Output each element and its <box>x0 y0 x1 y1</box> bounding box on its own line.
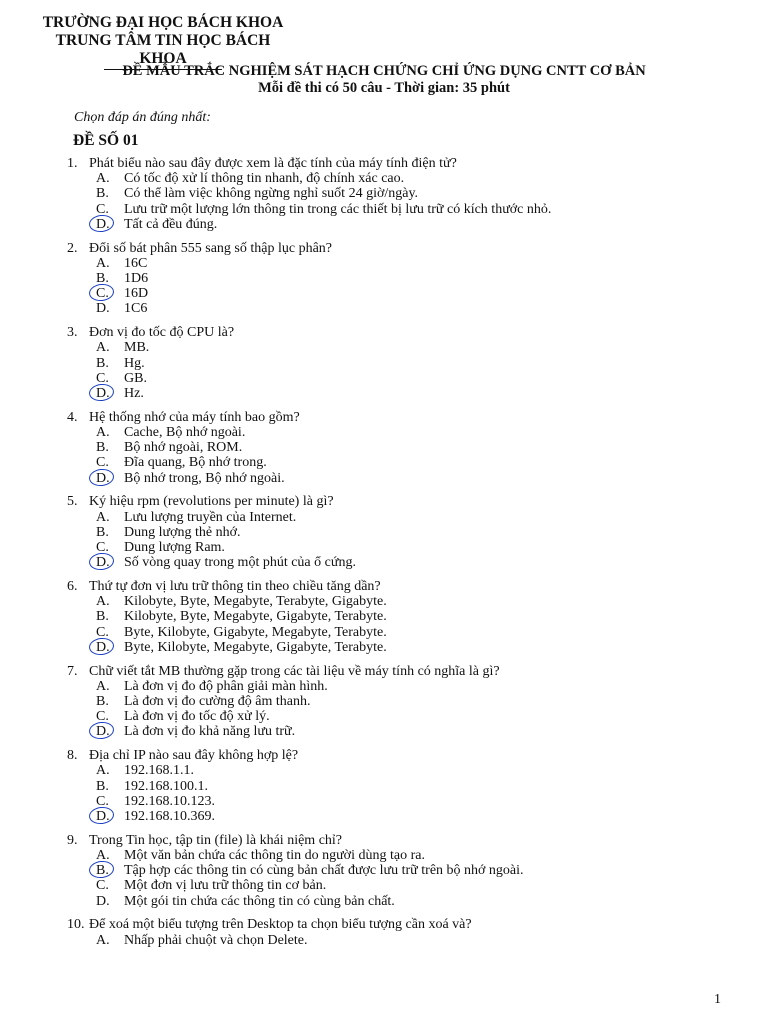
option-letter <box>96 510 124 525</box>
option-letter <box>96 878 124 893</box>
question-list <box>67 156 747 956</box>
answer-option <box>67 386 747 401</box>
option-letter <box>96 694 124 709</box>
option-text: Một gói tin chứa các thông tin có cùng bản chất. <box>124 893 395 909</box>
question-stem <box>67 325 747 340</box>
question-text: Đơn vị đo tốc độ CPU là? <box>89 325 235 341</box>
option-letter-text: D. <box>96 639 110 655</box>
option-letter <box>96 356 124 371</box>
option-letter-text: C. <box>96 709 109 725</box>
answer-circle-mark <box>88 214 115 234</box>
option-letter <box>96 640 124 655</box>
option-letter <box>96 425 124 440</box>
option-text: Là đơn vị đo độ phân giải màn hình. <box>124 678 328 694</box>
school-name: TRƯỜNG ĐẠI HỌC BÁCH KHOA <box>42 14 284 31</box>
answer-option <box>67 640 747 655</box>
option-letter <box>96 809 124 824</box>
answer-option <box>67 863 747 878</box>
option-text: 192.168.10.369. <box>124 809 215 825</box>
option-text: Dung lượng thẻ nhớ. <box>124 524 241 540</box>
answer-option <box>67 709 747 724</box>
option-letter <box>96 779 124 794</box>
option-text: Byte, Kilobyte, Gigabyte, Megabyte, Terabyte. <box>124 624 387 640</box>
question-item <box>67 833 747 909</box>
option-text: Bộ nhớ ngoài, ROM. <box>124 440 243 456</box>
option-letter-text: C. <box>96 878 109 894</box>
answer-option <box>67 694 747 709</box>
center-name: TRUNG TÂM TIN HỌC BÁCH KHOA <box>55 32 271 67</box>
option-letter-text: D. <box>96 216 110 232</box>
answer-option <box>67 878 747 893</box>
answer-option <box>67 256 747 271</box>
answer-option <box>67 340 747 355</box>
option-letter-text: A. <box>96 340 110 356</box>
question-number: 8. <box>67 748 78 764</box>
answer-option <box>67 202 747 217</box>
option-letter-text: C. <box>96 455 109 471</box>
option-letter <box>96 525 124 540</box>
question-text: Địa chỉ IP nào sau đây không hợp lệ? <box>89 748 299 764</box>
answer-circle-mark <box>88 721 115 741</box>
option-letter-text: C. <box>96 540 109 556</box>
option-letter-text: B. <box>96 186 109 202</box>
option-letter <box>96 679 124 694</box>
question-text: Trong Tin học, tập tin (file) là khái niệm chỉ? <box>89 832 343 848</box>
answer-circle-mark <box>88 467 115 487</box>
question-item <box>67 494 747 570</box>
question-number: 10. <box>67 917 85 933</box>
option-letter <box>96 863 124 878</box>
option-text: Nhấp phải chuột và chọn Delete. <box>124 932 308 948</box>
option-letter-text: D. <box>96 386 110 402</box>
question-number: 9. <box>67 832 78 848</box>
question-item <box>67 325 747 401</box>
question-text: Hệ thống nhớ của máy tính bao gồm? <box>89 409 300 425</box>
answer-option <box>67 356 747 371</box>
answer-option <box>67 848 747 863</box>
option-letter-text: B. <box>96 355 109 371</box>
question-item <box>67 664 747 740</box>
option-text: 192.168.10.123. <box>124 793 215 809</box>
option-text: Bộ nhớ trong, Bộ nhớ ngoài. <box>124 470 285 486</box>
question-item <box>67 748 747 824</box>
option-letter-text: A. <box>96 171 110 187</box>
answer-option <box>67 763 747 778</box>
option-text: Lưu lượng truyền của Internet. <box>124 509 297 525</box>
question-item <box>67 241 747 317</box>
answer-option <box>67 809 747 824</box>
option-letter-text: C. <box>96 201 109 217</box>
answer-option <box>67 171 747 186</box>
question-item <box>67 917 747 947</box>
answer-option <box>67 594 747 609</box>
exam-subtitle: Mỗi đề thi có 50 câu - Thời gian: 35 phút <box>258 80 510 96</box>
option-letter-text: A. <box>96 763 110 779</box>
question-text: Thứ tự đơn vị lưu trữ thông tin theo chiều tăng dần? <box>89 579 381 595</box>
page-number: 1 <box>714 992 721 1007</box>
answer-option <box>67 525 747 540</box>
option-text: Có thể làm việc không ngừng nghỉ suốt 24 giờ/ngày. <box>124 186 419 202</box>
question-text: Ký hiệu rpm (revolutions per minute) là gì? <box>89 494 334 510</box>
answer-option <box>67 455 747 470</box>
option-letter-text: D. <box>96 893 110 909</box>
option-letter <box>96 471 124 486</box>
option-letter-text: C. <box>96 624 109 640</box>
exam-number: ĐỀ SỐ 01 <box>73 132 139 149</box>
exam-title: ĐỀ MẪU TRẮC NGHIỆM SÁT HẠCH CHỨNG CHỈ ỨNG DỤNG CNTT CƠ BẢN <box>122 63 646 79</box>
answer-option <box>67 933 747 948</box>
option-letter <box>96 555 124 570</box>
option-letter-text: B. <box>96 694 109 710</box>
answer-option <box>67 540 747 555</box>
option-text: Hg. <box>124 355 145 371</box>
option-letter-text: A. <box>96 678 110 694</box>
option-letter-text: D. <box>96 809 110 825</box>
option-letter-text: C. <box>96 370 109 386</box>
question-number: 5. <box>67 494 78 510</box>
answer-option <box>67 779 747 794</box>
option-text: Tập hợp các thông tin có cùng bản chất được lưu trữ trên bộ nhớ ngoài. <box>124 863 524 879</box>
question-item <box>67 156 747 232</box>
answer-option <box>67 425 747 440</box>
answer-option <box>67 301 747 316</box>
option-letter-text: A. <box>96 255 110 271</box>
answer-option <box>67 217 747 232</box>
answer-circle-mark <box>88 637 115 657</box>
question-text: Chữ viết tắt MB thường gặp trong các tài liệu về máy tính có nghĩa là gì? <box>89 663 500 679</box>
option-letter-text: D. <box>96 724 110 740</box>
option-text: Một văn bản chứa các thông tin do người dùng tạo ra. <box>124 848 425 864</box>
option-text: Kilobyte, Byte, Megabyte, Gigabyte, Terabyte. <box>124 609 387 625</box>
option-text: 192.168.1.1. <box>124 763 194 779</box>
option-text: 1D6 <box>124 271 149 287</box>
option-text: GB. <box>124 370 147 386</box>
option-text: 192.168.100.1. <box>124 778 208 794</box>
option-text: 16C <box>124 255 148 271</box>
answer-option <box>67 625 747 640</box>
option-letter <box>96 386 124 401</box>
option-letter-text: B. <box>96 778 109 794</box>
option-letter <box>96 256 124 271</box>
option-letter-text: A. <box>96 848 110 864</box>
answer-circle-mark <box>88 383 115 403</box>
answer-option <box>67 286 747 301</box>
question-stem <box>67 156 747 171</box>
option-text: Byte, Kilobyte, Megabyte, Gigabyte, Terabyte. <box>124 639 387 655</box>
question-number: 1. <box>67 156 78 171</box>
question-stem <box>67 748 747 763</box>
option-letter-text: A. <box>96 509 110 525</box>
answer-option <box>67 371 747 386</box>
answer-option <box>67 679 747 694</box>
option-text: Số vòng quay trong một phút của ổ cứng. <box>124 555 356 571</box>
answer-option <box>67 510 747 525</box>
option-letter <box>96 933 124 948</box>
option-text: 1C6 <box>124 301 148 317</box>
option-letter-text: C. <box>96 286 109 302</box>
question-stem <box>67 833 747 848</box>
option-letter-text: D. <box>96 470 110 486</box>
answer-option <box>67 794 747 809</box>
option-text: Là đơn vị đo cường độ âm thanh. <box>124 694 311 710</box>
answer-circle-mark <box>88 283 115 303</box>
answer-option <box>67 609 747 624</box>
question-stem <box>67 579 747 594</box>
option-text: Là đơn vị đo tốc độ xử lý. <box>124 709 270 725</box>
answer-option <box>67 724 747 739</box>
option-text: Cache, Bộ nhớ ngoài. <box>124 425 246 441</box>
option-text: Tất cả đều đúng. <box>124 216 218 232</box>
option-letter-text: D. <box>96 301 110 317</box>
question-stem <box>67 410 747 425</box>
question-stem <box>67 664 747 679</box>
option-letter <box>96 763 124 778</box>
question-number: 7. <box>67 663 78 679</box>
option-text: Có tốc độ xử lí thông tin nhanh, độ chính xác cao. <box>124 171 405 187</box>
option-text: MB. <box>124 340 150 356</box>
option-letter <box>96 609 124 624</box>
option-letter-text: D. <box>96 555 110 571</box>
option-letter <box>96 440 124 455</box>
question-stem <box>67 917 747 932</box>
option-text: Hz. <box>124 386 144 402</box>
option-letter-text: A. <box>96 932 110 948</box>
option-text: Dung lượng Ram. <box>124 540 225 556</box>
option-letter-text: B. <box>96 863 109 879</box>
option-letter-text: B. <box>96 440 109 456</box>
option-text: 16D <box>124 286 149 302</box>
option-letter <box>96 340 124 355</box>
option-text: Là đơn vị đo khả năng lưu trữ. <box>124 724 296 740</box>
answer-option <box>67 894 747 909</box>
option-letter <box>96 171 124 186</box>
option-letter-text: A. <box>96 594 110 610</box>
answer-circle-mark <box>88 552 115 572</box>
option-letter <box>96 301 124 316</box>
question-text: Phát biểu nào sau đây được xem là đặc tính của máy tính điện tử? <box>89 156 457 171</box>
answer-option <box>67 471 747 486</box>
option-letter-text: B. <box>96 609 109 625</box>
option-text: Một đơn vị lưu trữ thông tin cơ bản. <box>124 878 327 894</box>
question-number: 4. <box>67 409 78 425</box>
question-item <box>67 579 747 655</box>
option-letter-text: C. <box>96 793 109 809</box>
instruction-text: Chọn đáp án đúng nhất: <box>74 110 211 125</box>
option-text: Lưu trữ một lượng lớn thông tin trong các thiết bị lưu trữ có kích thước nhỏ. <box>124 201 552 217</box>
question-item <box>67 410 747 486</box>
answer-circle-mark <box>88 806 115 826</box>
option-letter <box>96 186 124 201</box>
option-letter <box>96 594 124 609</box>
question-number: 2. <box>67 240 78 256</box>
option-letter <box>96 217 124 232</box>
option-letter <box>96 724 124 739</box>
answer-option <box>67 440 747 455</box>
question-text: Để xoá một biểu tượng trên Desktop ta chọn biểu tượng cần xoá và? <box>89 917 472 933</box>
option-letter-text: A. <box>96 425 110 441</box>
option-letter <box>96 286 124 301</box>
answer-option <box>67 186 747 201</box>
question-text: Đổi số bát phân 555 sang số thập lục phân? <box>89 240 333 256</box>
question-stem <box>67 494 747 509</box>
question-number: 6. <box>67 579 78 595</box>
answer-option <box>67 555 747 570</box>
answer-option <box>67 271 747 286</box>
question-stem <box>67 241 747 256</box>
school-header <box>33 14 293 70</box>
option-text: Đĩa quang, Bộ nhớ trong. <box>124 455 267 471</box>
answer-circle-mark <box>88 860 115 880</box>
question-number: 3. <box>67 325 78 341</box>
option-letter <box>96 894 124 909</box>
option-text: Kilobyte, Byte, Megabyte, Terabyte, Gigabyte. <box>124 594 387 610</box>
option-letter-text: B. <box>96 524 109 540</box>
option-letter-text: B. <box>96 271 109 287</box>
